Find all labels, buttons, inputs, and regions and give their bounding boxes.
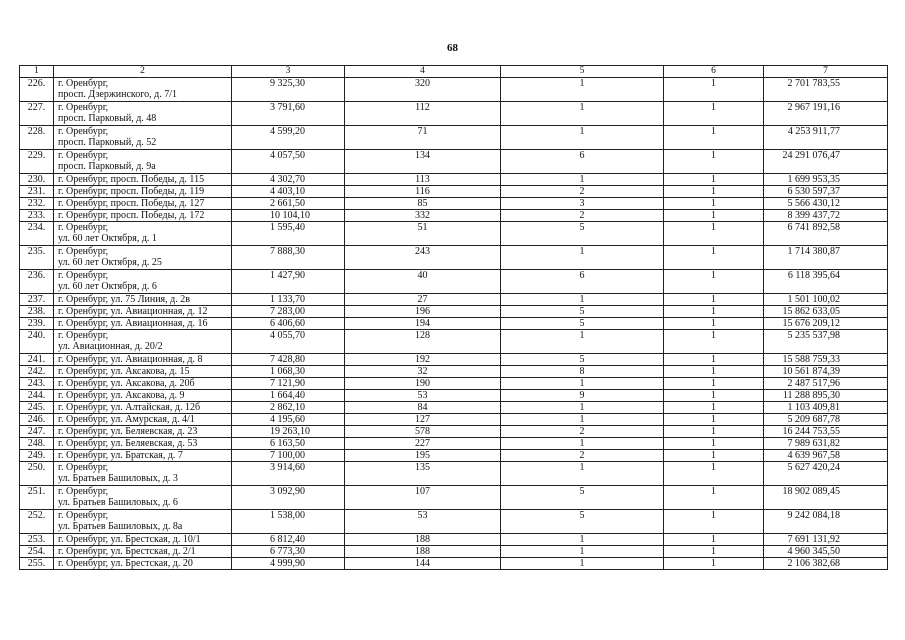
area-cell: 1 664,40 [232, 390, 345, 402]
address-cell [54, 558, 232, 570]
address-line-2: ул. Братьев Башиловых, д. 3 [58, 473, 178, 484]
address-cell [54, 450, 232, 462]
address-cell [54, 546, 232, 558]
count-cell: 227 [345, 438, 501, 450]
column-6-cell: 1 [664, 174, 764, 186]
address-line-1: г. Оренбург, ул. Аксакова, д. 20б [58, 378, 195, 389]
column-6-cell: 1 [664, 294, 764, 306]
table-row [20, 246, 888, 270]
column-6-cell: 1 [664, 210, 764, 222]
address-line-2: ул. Авиационная, д. 20/2 [58, 341, 163, 352]
amount-cell: 1 699 953,35 [764, 174, 888, 186]
amount-cell: 6 530 597,37 [764, 186, 888, 198]
column-6-cell: 1 [664, 246, 764, 270]
address-line-2: ул. 60 лет Октября, д. 25 [58, 257, 162, 268]
amount-cell: 2 701 783,55 [764, 78, 888, 102]
row-number: 235. [20, 246, 54, 270]
column-6-cell: 1 [664, 270, 764, 294]
row-number: 226. [20, 78, 54, 102]
column-5-cell: 1 [501, 330, 664, 354]
column-6-cell: 1 [664, 318, 764, 330]
count-cell: 243 [345, 246, 501, 270]
area-cell: 7 888,30 [232, 246, 345, 270]
count-cell: 84 [345, 402, 501, 414]
amount-cell: 16 244 753,55 [764, 426, 888, 438]
count-cell: 196 [345, 306, 501, 318]
area-cell: 1 595,40 [232, 222, 345, 246]
amount-cell: 18 902 089,45 [764, 486, 888, 510]
row-number: 239. [20, 318, 54, 330]
address-line-1: г. Оренбург, ул. Авиационная, д. 12 [58, 306, 208, 317]
row-number: 244. [20, 390, 54, 402]
row-number: 252. [20, 510, 54, 534]
column-5-cell: 1 [501, 558, 664, 570]
column-6-cell: 1 [664, 222, 764, 246]
column-5-cell: 1 [501, 294, 664, 306]
column-6-cell: 1 [664, 126, 764, 150]
address-cell [54, 294, 232, 306]
row-number: 246. [20, 414, 54, 426]
row-number: 248. [20, 438, 54, 450]
row-number: 245. [20, 402, 54, 414]
row-number: 243. [20, 378, 54, 390]
column-6-cell: 1 [664, 186, 764, 198]
column-5-cell: 9 [501, 390, 664, 402]
address-cell [54, 414, 232, 426]
column-5-cell: 5 [501, 222, 664, 246]
column-header: 5 [501, 66, 664, 78]
column-5-cell: 1 [501, 438, 664, 450]
address-cell [54, 306, 232, 318]
address-line-1: г. Оренбург, ул. Брестская, д. 20 [58, 558, 193, 569]
amount-cell: 5 235 537,98 [764, 330, 888, 354]
table-row [20, 378, 888, 390]
address-line-1: г. Оренбург, просп. Победы, д. 172 [58, 210, 205, 221]
column-6-cell: 1 [664, 486, 764, 510]
column-5-cell: 1 [501, 546, 664, 558]
area-cell: 2 661,50 [232, 198, 345, 210]
column-5-cell: 2 [501, 210, 664, 222]
address-cell [54, 438, 232, 450]
row-number: 255. [20, 558, 54, 570]
column-5-cell: 5 [501, 510, 664, 534]
count-cell: 127 [345, 414, 501, 426]
table-row [20, 174, 888, 186]
address-cell [54, 246, 232, 270]
column-6-cell: 1 [664, 450, 764, 462]
area-cell: 3 914,60 [232, 462, 345, 486]
address-cell [54, 186, 232, 198]
column-6-cell: 1 [664, 414, 764, 426]
address-cell [54, 330, 232, 354]
amount-cell: 15 676 209,12 [764, 318, 888, 330]
table-row [20, 294, 888, 306]
row-number: 232. [20, 198, 54, 210]
row-number: 227. [20, 102, 54, 126]
column-5-cell: 5 [501, 318, 664, 330]
address-line-1: г. Оренбург, [58, 222, 109, 233]
row-number: 238. [20, 306, 54, 318]
amount-cell: 2 106 382,68 [764, 558, 888, 570]
address-line-1: г. Оренбург, ул. Брестская, д. 2/1 [58, 546, 196, 557]
amount-cell: 2 487 517,96 [764, 378, 888, 390]
table-row [20, 450, 888, 462]
count-cell: 53 [345, 390, 501, 402]
amount-cell: 5 566 430,12 [764, 198, 888, 210]
address-cell [54, 366, 232, 378]
count-cell: 188 [345, 534, 501, 546]
table-row [20, 510, 888, 534]
count-cell: 53 [345, 510, 501, 534]
amount-cell: 15 862 633,05 [764, 306, 888, 318]
address-line-1: г. Оренбург, [58, 78, 109, 89]
address-line-2: просп. Парковый, д. 48 [58, 113, 157, 124]
amount-cell: 4 960 345,50 [764, 546, 888, 558]
table-row [20, 222, 888, 246]
table-row [20, 150, 888, 174]
address-cell [54, 150, 232, 174]
count-cell: 51 [345, 222, 501, 246]
column-6-cell: 1 [664, 198, 764, 210]
column-5-cell: 2 [501, 426, 664, 438]
amount-cell: 15 588 759,33 [764, 354, 888, 366]
address-line-1: г. Оренбург, [58, 270, 109, 281]
area-cell: 3 791,60 [232, 102, 345, 126]
address-line-2: ул. 60 лет Октября, д. 6 [58, 281, 157, 292]
area-cell: 4 055,70 [232, 330, 345, 354]
column-6-cell: 1 [664, 306, 764, 318]
column-6-cell: 1 [664, 402, 764, 414]
count-cell: 192 [345, 354, 501, 366]
address-line-1: г. Оренбург, [58, 462, 109, 473]
address-line-1: г. Оренбург, [58, 330, 109, 341]
column-5-cell: 2 [501, 450, 664, 462]
table-row [20, 402, 888, 414]
address-cell [54, 378, 232, 390]
table-row [20, 186, 888, 198]
area-cell: 4 057,50 [232, 150, 345, 174]
area-cell: 6 406,60 [232, 318, 345, 330]
address-line-1: г. Оренбург, просп. Победы, д. 115 [58, 174, 205, 185]
amount-cell: 1 103 409,81 [764, 402, 888, 414]
row-number: 250. [20, 462, 54, 486]
column-5-cell: 1 [501, 126, 664, 150]
column-header: 1 [20, 66, 54, 78]
area-cell: 1 133,70 [232, 294, 345, 306]
address-cell [54, 270, 232, 294]
count-cell: 40 [345, 270, 501, 294]
area-cell: 1 427,90 [232, 270, 345, 294]
address-cell [54, 462, 232, 486]
address-line-1: г. Оренбург, [58, 486, 109, 497]
table-row [20, 486, 888, 510]
address-line-1: г. Оренбург, ул. Беляевская, д. 53 [58, 438, 198, 449]
amount-cell: 5 209 687,78 [764, 414, 888, 426]
count-cell: 135 [345, 462, 501, 486]
table-row [20, 198, 888, 210]
address-line-2: просп. Парковый, д. 52 [58, 137, 157, 148]
address-line-1: г. Оренбург, ул. Алтайская, д. 12б [58, 402, 201, 413]
column-5-cell: 1 [501, 414, 664, 426]
area-cell: 3 092,90 [232, 486, 345, 510]
amount-cell: 24 291 076,47 [764, 150, 888, 174]
address-line-1: г. Оренбург, просп. Победы, д. 127 [58, 198, 205, 209]
area-cell: 7 283,00 [232, 306, 345, 318]
column-header: 4 [345, 66, 501, 78]
row-number: 237. [20, 294, 54, 306]
amount-cell: 1 501 100,02 [764, 294, 888, 306]
amount-cell: 7 989 631,82 [764, 438, 888, 450]
address-line-1: г. Оренбург, ул. Амурская, д. 4/1 [58, 414, 195, 425]
address-cell [54, 78, 232, 102]
address-cell [54, 510, 232, 534]
count-cell: 144 [345, 558, 501, 570]
row-number: 236. [20, 270, 54, 294]
column-5-cell: 1 [501, 402, 664, 414]
amount-cell: 8 399 437,72 [764, 210, 888, 222]
amount-cell: 5 627 420,24 [764, 462, 888, 486]
address-cell [54, 486, 232, 510]
area-cell: 4 599,20 [232, 126, 345, 150]
table-body [20, 78, 888, 570]
table-row [20, 330, 888, 354]
row-number: 233. [20, 210, 54, 222]
area-cell: 7 100,00 [232, 450, 345, 462]
address-line-2: ул. Братьев Башиловых, д. 6 [58, 497, 178, 508]
column-5-cell: 5 [501, 486, 664, 510]
address-cell [54, 534, 232, 546]
row-number: 249. [20, 450, 54, 462]
row-number: 240. [20, 330, 54, 354]
address-line-2: ул. 60 лет Октября, д. 1 [58, 233, 157, 244]
count-cell: 71 [345, 126, 501, 150]
column-5-cell: 1 [501, 174, 664, 186]
column-5-cell: 1 [501, 246, 664, 270]
column-5-cell: 5 [501, 354, 664, 366]
amount-cell: 4 639 967,58 [764, 450, 888, 462]
count-cell: 188 [345, 546, 501, 558]
row-number: 253. [20, 534, 54, 546]
row-number: 247. [20, 426, 54, 438]
column-header: 2 [54, 66, 232, 78]
table-row [20, 102, 888, 126]
row-number: 241. [20, 354, 54, 366]
table-row [20, 462, 888, 486]
table-row [20, 426, 888, 438]
address-cell [54, 102, 232, 126]
row-number: 229. [20, 150, 54, 174]
address-line-1: г. Оренбург, [58, 102, 109, 113]
address-line-1: г. Оренбург, [58, 150, 109, 161]
column-5-cell: 1 [501, 462, 664, 486]
address-line-1: г. Оренбург, ул. Авиационная, д. 16 [58, 318, 208, 329]
page-number: 68 [447, 42, 458, 54]
address-cell [54, 426, 232, 438]
data-table [19, 65, 888, 570]
column-6-cell: 1 [664, 462, 764, 486]
address-cell [54, 126, 232, 150]
table-row [20, 534, 888, 546]
table-row [20, 78, 888, 102]
column-6-cell: 1 [664, 438, 764, 450]
area-cell: 4 302,70 [232, 174, 345, 186]
area-cell: 6 163,50 [232, 438, 345, 450]
column-header: 7 [764, 66, 888, 78]
address-cell [54, 222, 232, 246]
address-line-1: г. Оренбург, ул. Братская, д. 7 [58, 450, 183, 461]
row-number: 254. [20, 546, 54, 558]
column-5-cell: 1 [501, 378, 664, 390]
column-6-cell: 1 [664, 102, 764, 126]
column-5-cell: 6 [501, 270, 664, 294]
table-row [20, 270, 888, 294]
area-cell: 6 773,30 [232, 546, 345, 558]
address-line-1: г. Оренбург, [58, 246, 109, 257]
table-row [20, 546, 888, 558]
table-row [20, 366, 888, 378]
address-cell [54, 318, 232, 330]
address-cell [54, 198, 232, 210]
table-row [20, 354, 888, 366]
count-cell: 194 [345, 318, 501, 330]
address-cell [54, 210, 232, 222]
table-row [20, 438, 888, 450]
column-5-cell: 2 [501, 186, 664, 198]
count-cell: 32 [345, 366, 501, 378]
column-6-cell: 1 [664, 366, 764, 378]
address-line-1: г. Оренбург, ул. Брестская, д. 10/1 [58, 534, 201, 545]
address-line-1: г. Оренбург, просп. Победы, д. 119 [58, 186, 205, 197]
column-5-cell: 6 [501, 150, 664, 174]
area-cell: 9 325,30 [232, 78, 345, 102]
area-cell: 7 428,80 [232, 354, 345, 366]
count-cell: 107 [345, 486, 501, 510]
column-6-cell: 1 [664, 534, 764, 546]
row-number: 234. [20, 222, 54, 246]
area-cell: 19 263,10 [232, 426, 345, 438]
column-5-cell: 1 [501, 534, 664, 546]
table-row [20, 558, 888, 570]
column-5-cell: 5 [501, 306, 664, 318]
address-line-1: г. Оренбург, [58, 510, 109, 521]
address-line-1: г. Оренбург, ул. Аксакова, д. 9 [58, 390, 185, 401]
count-cell: 320 [345, 78, 501, 102]
column-6-cell: 1 [664, 390, 764, 402]
address-line-2: ул. Братьев Башиловых, д. 8а [58, 521, 183, 532]
count-cell: 190 [345, 378, 501, 390]
address-cell [54, 390, 232, 402]
address-line-1: г. Оренбург, [58, 126, 109, 137]
column-5-cell: 8 [501, 366, 664, 378]
area-cell: 4 403,10 [232, 186, 345, 198]
count-cell: 85 [345, 198, 501, 210]
amount-cell: 2 967 191,16 [764, 102, 888, 126]
area-cell: 6 812,40 [232, 534, 345, 546]
address-cell [54, 402, 232, 414]
area-cell: 2 862,10 [232, 402, 345, 414]
row-number: 230. [20, 174, 54, 186]
row-number: 228. [20, 126, 54, 150]
count-cell: 128 [345, 330, 501, 354]
count-cell: 195 [345, 450, 501, 462]
table-header-row [20, 66, 888, 78]
address-line-1: г. Оренбург, ул. Беляевская, д. 23 [58, 426, 198, 437]
count-cell: 27 [345, 294, 501, 306]
area-cell: 1 068,30 [232, 366, 345, 378]
count-cell: 332 [345, 210, 501, 222]
row-number: 251. [20, 486, 54, 510]
address-cell [54, 174, 232, 186]
column-6-cell: 1 [664, 78, 764, 102]
column-6-cell: 1 [664, 510, 764, 534]
column-5-cell: 3 [501, 198, 664, 210]
table-row [20, 414, 888, 426]
column-5-cell: 1 [501, 102, 664, 126]
column-6-cell: 1 [664, 426, 764, 438]
row-number: 242. [20, 366, 54, 378]
column-6-cell: 1 [664, 354, 764, 366]
address-line-2: просп. Парковый, д. 9а [58, 161, 156, 172]
column-header: 3 [232, 66, 345, 78]
column-6-cell: 1 [664, 330, 764, 354]
amount-cell: 6 741 892,58 [764, 222, 888, 246]
address-line-2: просп. Дзержинского, д. 7/1 [58, 89, 177, 100]
address-cell [54, 354, 232, 366]
table-row [20, 306, 888, 318]
column-5-cell: 1 [501, 78, 664, 102]
address-line-1: г. Оренбург, ул. Авиационная, д. 8 [58, 354, 203, 365]
column-6-cell: 1 [664, 378, 764, 390]
amount-cell: 7 691 131,92 [764, 534, 888, 546]
table-row [20, 390, 888, 402]
count-cell: 113 [345, 174, 501, 186]
area-cell: 4 195,60 [232, 414, 345, 426]
amount-cell: 4 253 911,77 [764, 126, 888, 150]
amount-cell: 10 561 874,39 [764, 366, 888, 378]
area-cell: 10 104,10 [232, 210, 345, 222]
column-6-cell: 1 [664, 546, 764, 558]
column-6-cell: 1 [664, 558, 764, 570]
count-cell: 578 [345, 426, 501, 438]
address-line-1: г. Оренбург, ул. Аксакова, д. 15 [58, 366, 190, 377]
table-row [20, 210, 888, 222]
address-line-1: г. Оренбург, ул. 75 Линия, д. 2в [58, 294, 190, 305]
column-6-cell: 1 [664, 150, 764, 174]
area-cell: 1 538,00 [232, 510, 345, 534]
row-number: 231. [20, 186, 54, 198]
table-row [20, 126, 888, 150]
column-header: 6 [664, 66, 764, 78]
amount-cell: 1 714 380,87 [764, 246, 888, 270]
table-row [20, 318, 888, 330]
amount-cell: 11 288 895,30 [764, 390, 888, 402]
count-cell: 116 [345, 186, 501, 198]
amount-cell: 9 242 084,18 [764, 510, 888, 534]
area-cell: 7 121,90 [232, 378, 345, 390]
count-cell: 134 [345, 150, 501, 174]
amount-cell: 6 118 395,64 [764, 270, 888, 294]
area-cell: 4 999,90 [232, 558, 345, 570]
count-cell: 112 [345, 102, 501, 126]
